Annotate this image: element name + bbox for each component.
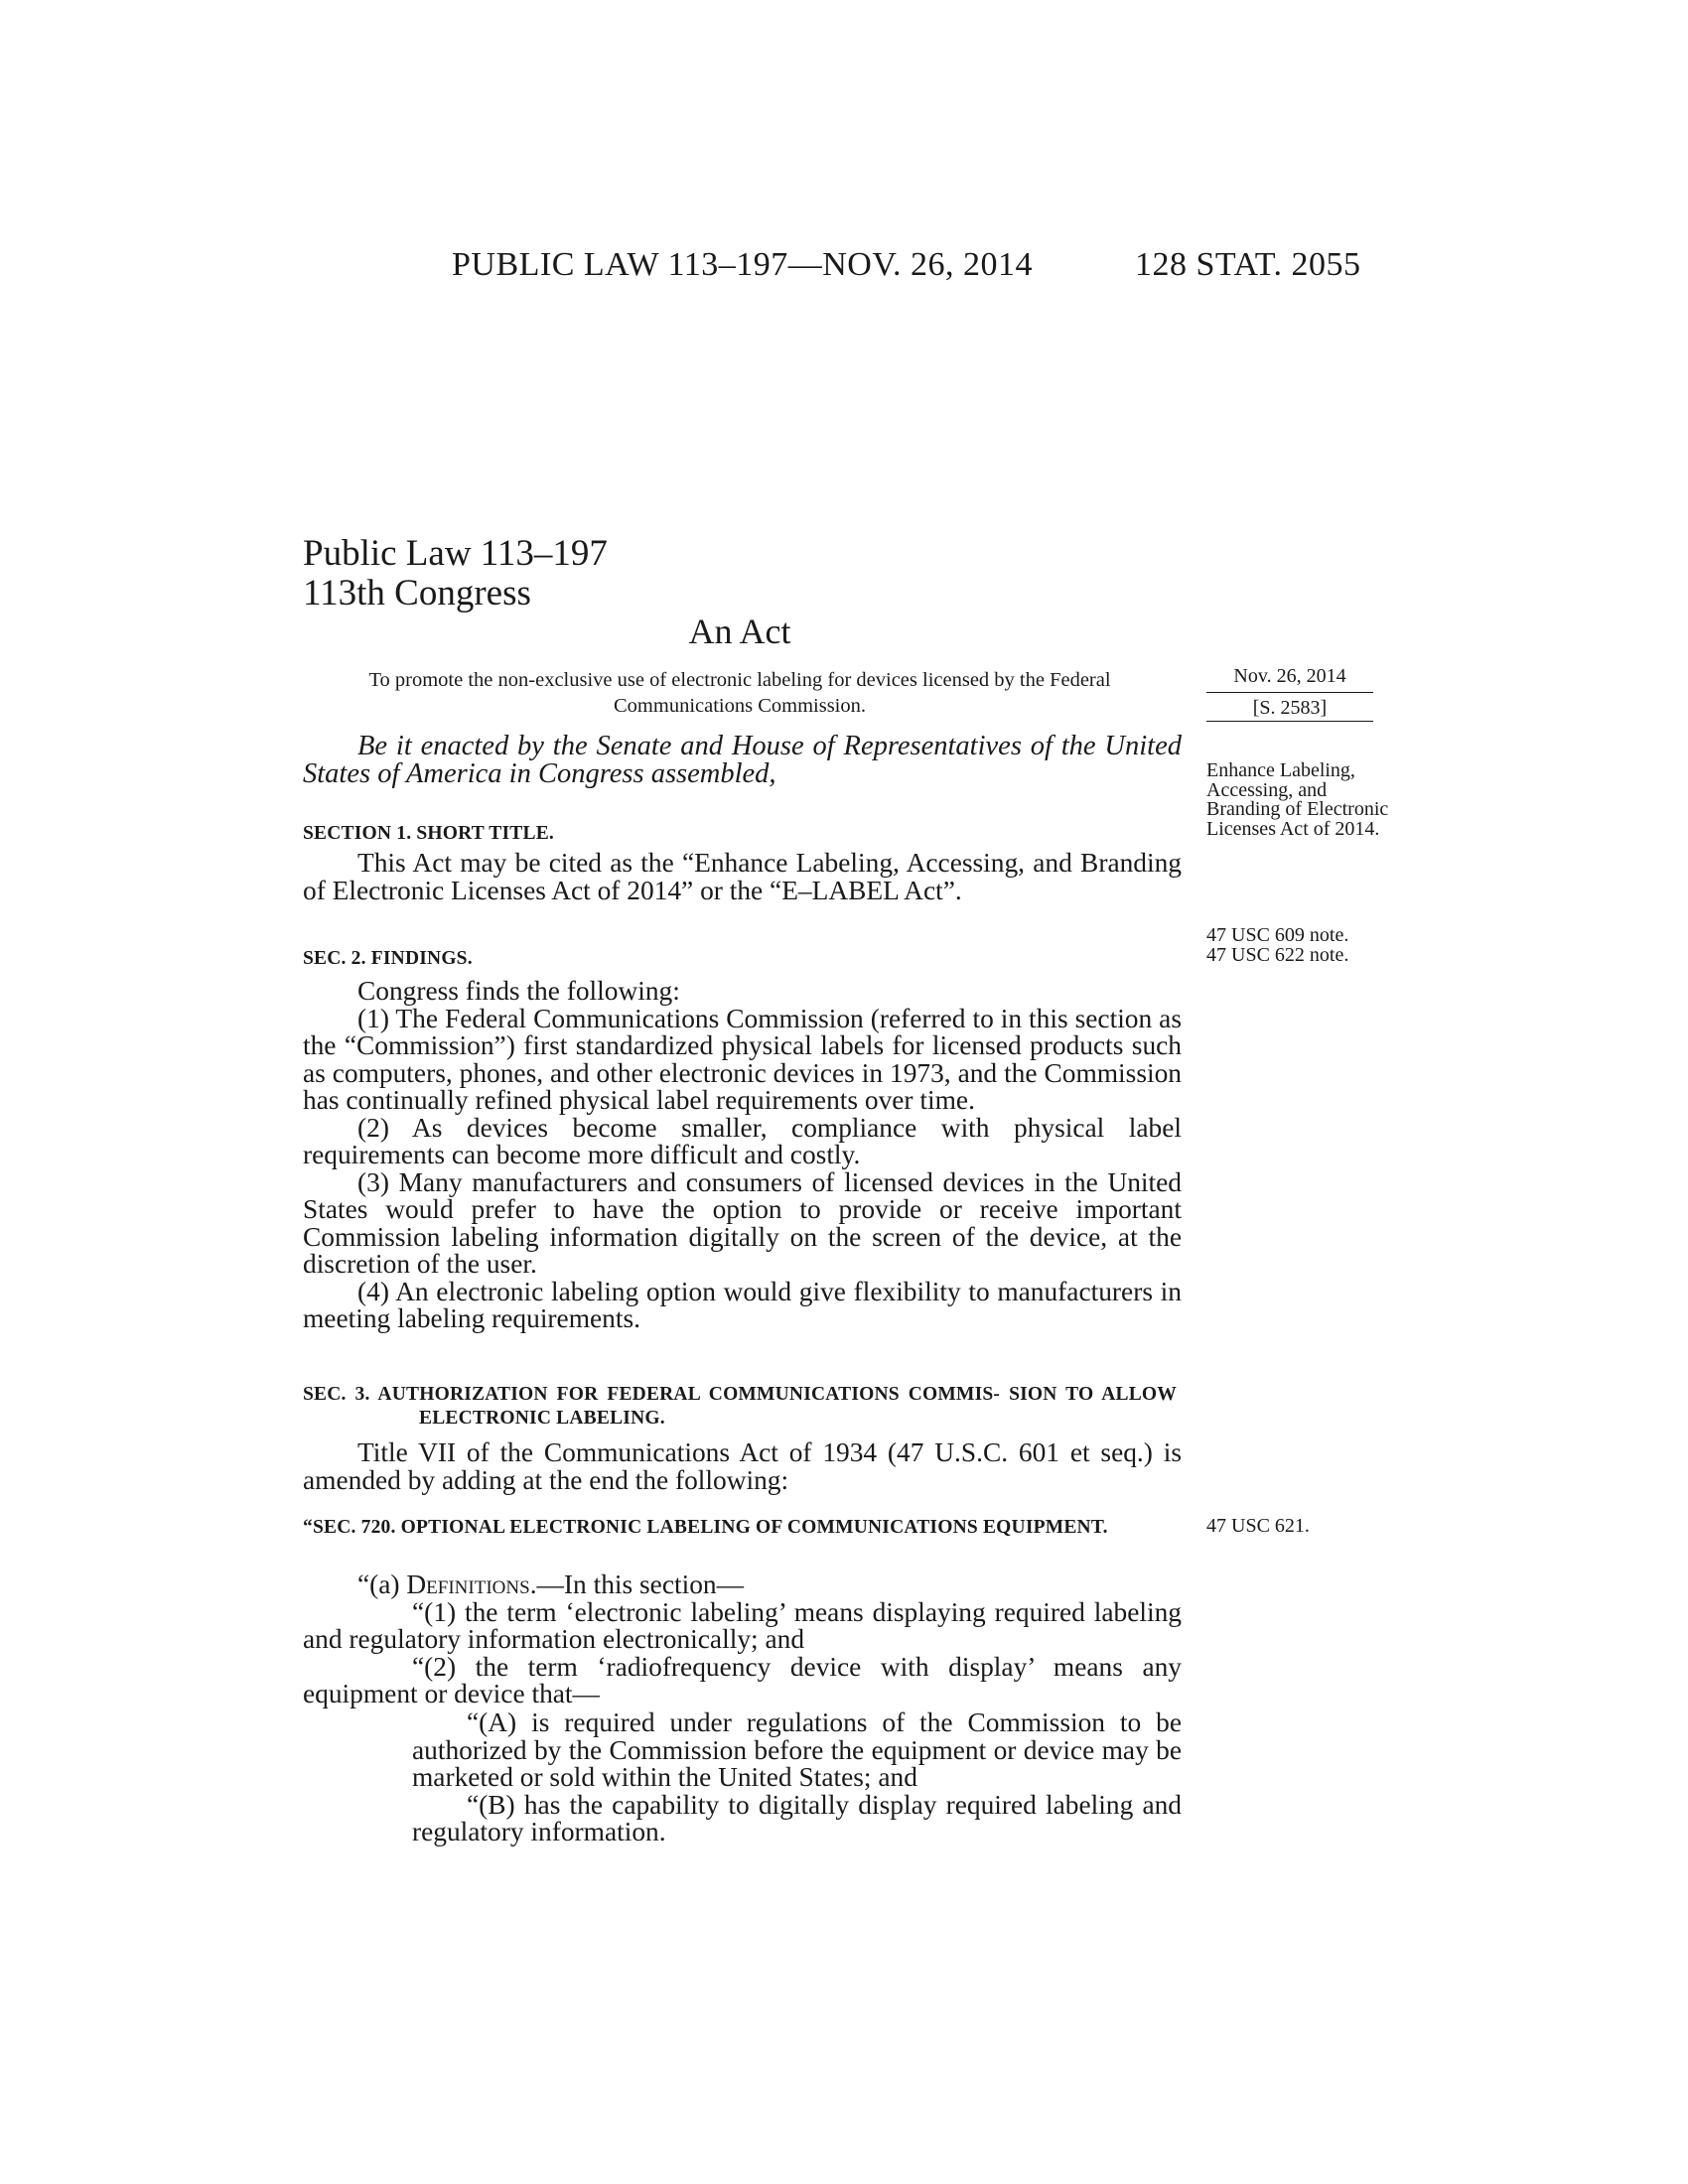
definition-2a-block bbox=[412, 1709, 1182, 1846]
enactment-date: Nov. 26, 2014 bbox=[1233, 665, 1346, 687]
usc-609-note: 47 USC 609 note. bbox=[1206, 924, 1349, 946]
section-2 bbox=[303, 945, 1182, 973]
enacting-clause-block bbox=[303, 733, 1182, 788]
section-1-text: This Act may be cited as the “Enhance Labeling, Accessing, and Branding of Electronic Licenses Act of 2014” or the “E–LABEL Act”. bbox=[303, 848, 1182, 905]
section-3-body bbox=[303, 1439, 1182, 1494]
section-3-heading: SEC. 3. AUTHORIZATION FOR FEDERAL COMMUNICATIONS COMMIS- SION TO ALLOW ELECTRONIC LABELING. bbox=[303, 1384, 1177, 1429]
subsection-a-prefix: “(a) bbox=[357, 1570, 407, 1599]
definition-1: “(1) the term ‘electronic labeling’ means displaying required labeling and regulatory information electronically; and bbox=[303, 1596, 1182, 1654]
congress-number: 113th Congress bbox=[303, 573, 531, 614]
section-720 bbox=[303, 1516, 1177, 1540]
section-2-body bbox=[303, 978, 1182, 1333]
finding-1: (1) The Federal Communications Commission (referred to in this section as the “Commission”) first standardized physical labels for licensed products such as computers, phones, and other electronic devices in 1973, and the Commission has continually refined physical label requirements over time. bbox=[303, 1003, 1182, 1115]
enacting-clause: Be it enacted by the Senate and House of Representatives of the United States of America in Congress assembled, bbox=[303, 731, 1182, 789]
bill-number: [S. 2583] bbox=[1252, 697, 1328, 719]
section-1 bbox=[303, 820, 1182, 848]
definition-2b-text: “(B) has the capability to digitally display required labeling and regulatory information. bbox=[412, 1789, 1182, 1846]
an-act-heading: An Act bbox=[688, 612, 791, 651]
section-3 bbox=[303, 1383, 1177, 1431]
public-law-number: Public Law 113–197 bbox=[303, 533, 608, 574]
section-1-heading: SECTION 1. SHORT TITLE. bbox=[303, 823, 554, 844]
usc-621-note: 47 USC 621. bbox=[1206, 1515, 1310, 1537]
act-purpose: To promote the non-exclusive use of electronic labeling for devices licensed by the Federal Communications Commission. bbox=[368, 669, 1111, 717]
findings-intro: Congress finds the following: bbox=[357, 976, 680, 1006]
section-3-text: Title VII of the Communications Act of 1934 (47 U.S.C. 601 et seq.) is amended by adding at the end the following: bbox=[303, 1437, 1182, 1495]
stat-page-number: 128 STAT. 2055 bbox=[1135, 246, 1361, 283]
date-rule-bottom bbox=[1206, 721, 1373, 722]
date-rule bbox=[1206, 692, 1373, 693]
definition-2a-text: “(A) is required under regulations of the Commission to be authorized by the Commission before the equipment or device may be marketed or sold within the United States; and bbox=[412, 1707, 1182, 1792]
usc-622-note: 47 USC 622 note. bbox=[1206, 944, 1349, 966]
finding-3: (3) Many manufacturers and consumers of licensed devices in the United States would prefer to have the option to provide or receive important Commission labeling information digitally on the screen of the device, at the discretion of the user. bbox=[303, 1166, 1182, 1279]
subsection-a bbox=[303, 1571, 1182, 1599]
subsection-a-text: .—In this section— bbox=[529, 1570, 744, 1599]
subsection-a-caption: Definitions bbox=[406, 1570, 530, 1599]
public-law-title-block bbox=[303, 534, 608, 614]
section-2-heading: SEC. 2. FINDINGS. bbox=[303, 948, 473, 969]
section-720-heading: “SEC. 720. OPTIONAL ELECTRONIC LABELING OF COMMUNICATIONS EQUIPMENT. bbox=[303, 1517, 1108, 1538]
section-1-body bbox=[303, 850, 1182, 904]
short-title-margin-note: Enhance Labeling, Accessing, and Branding of Electronic Licenses Act of 2014. bbox=[1206, 759, 1389, 840]
definition-2: “(2) the term ‘radiofrequency device with display’ means any equipment or device that— bbox=[303, 1651, 1182, 1708]
finding-4: (4) An electronic labeling option would give flexibility to manufacturers in meeting labeling requirements. bbox=[303, 1276, 1182, 1333]
finding-2: (2) As devices become smaller, compliance with physical label requirements can become more difficult and costly. bbox=[303, 1112, 1182, 1169]
running-head: PUBLIC LAW 113–197—NOV. 26, 2014 bbox=[452, 246, 1034, 283]
